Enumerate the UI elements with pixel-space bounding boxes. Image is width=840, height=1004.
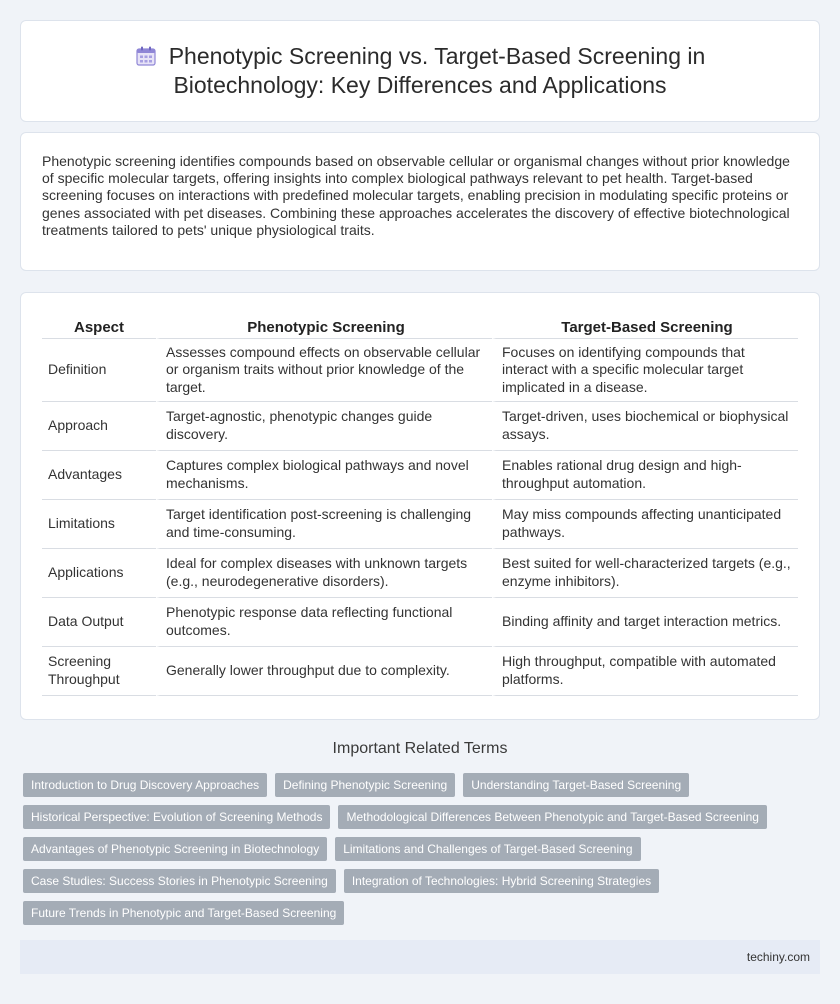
table-row — [42, 598, 798, 647]
related-term-tag[interactable]: Limitations and Challenges of Target-Based Screening — [335, 837, 640, 861]
row-aspect: Data Output — [42, 598, 156, 647]
table-row — [42, 402, 798, 451]
footer — [20, 940, 820, 974]
row-target-based: Focuses on identifying compounds that interact with a specific molecular target implicated in a disease. — [492, 339, 798, 402]
row-target-based: Best suited for well-characterized targets (e.g., enzyme inhibitors). — [492, 549, 798, 598]
row-target-based: High throughput, compatible with automated platforms. — [492, 647, 798, 696]
row-phenotypic: Generally lower throughput due to complexity. — [156, 647, 492, 696]
row-phenotypic: Target identification post-screening is challenging and time-consuming. — [156, 500, 492, 549]
calendar-icon — [135, 45, 157, 67]
row-target-based: May miss compounds affecting unanticipated pathways. — [492, 500, 798, 549]
row-target-based: Binding affinity and target interaction metrics. — [492, 598, 798, 647]
row-phenotypic: Ideal for complex diseases with unknown targets (e.g., neurodegenerative disorders). — [156, 549, 492, 598]
table-row — [42, 339, 798, 402]
intro-card — [20, 132, 820, 271]
related-term-tag[interactable]: Understanding Target-Based Screening — [463, 773, 689, 797]
related-term-tag[interactable]: Integration of Technologies: Hybrid Screening Strategies — [344, 869, 659, 893]
table-header-row — [42, 309, 798, 339]
row-aspect: Advantages — [42, 451, 156, 500]
row-aspect: Applications — [42, 549, 156, 598]
row-aspect: Screening Throughput — [42, 647, 156, 696]
row-aspect: Approach — [42, 402, 156, 451]
table-row — [42, 549, 798, 598]
table-row — [42, 647, 798, 696]
page-title — [100, 42, 740, 100]
footer-site-link[interactable]: techiny.com — [746, 950, 810, 964]
related-term-tag[interactable]: Case Studies: Success Stories in Phenotypic Screening — [23, 869, 336, 893]
row-aspect: Limitations — [42, 500, 156, 549]
table-row — [42, 451, 798, 500]
title-card — [20, 20, 820, 122]
column-header-phenotypic: Phenotypic Screening — [156, 309, 492, 339]
related-term-tag[interactable]: Defining Phenotypic Screening — [275, 773, 455, 797]
related-terms-list — [23, 773, 803, 933]
related-term-tag[interactable]: Future Trends in Phenotypic and Target-Based Screening — [23, 901, 344, 925]
related-term-tag[interactable]: Methodological Differences Between Phenotypic and Target-Based Screening — [338, 805, 766, 829]
related-term-tag[interactable]: Advantages of Phenotypic Screening in Biotechnology — [23, 837, 327, 861]
comparison-table-card — [20, 292, 820, 720]
row-phenotypic: Phenotypic response data reflecting functional outcomes. — [156, 598, 492, 647]
related-terms-heading: Important Related Terms — [332, 740, 508, 757]
table-row — [42, 500, 798, 549]
row-target-based: Target-driven, uses biochemical or biophysical assays. — [492, 402, 798, 451]
row-phenotypic: Target-agnostic, phenotypic changes guide discovery. — [156, 402, 492, 451]
comparison-table — [42, 309, 798, 696]
related-term-tag[interactable]: Introduction to Drug Discovery Approaches — [23, 773, 267, 797]
page-title-text: Phenotypic Screening vs. Target-Based Screening in Biotechnology: Key Differences and Applications — [168, 43, 706, 98]
row-phenotypic: Captures complex biological pathways and novel mechanisms. — [156, 451, 492, 500]
intro-paragraph: Phenotypic screening identifies compounds based on observable cellular or organismal changes without prior knowledge of specific molecular targets, offering insights into complex biological pathways relevant to pet health. Target-based screening focuses on interactions with predefined molecular targets, enabling precision in modulating specific proteins or genes associated with pet diseases. Combining these approaches accelerates the discovery of effective biotechnological treatments tailored to pets' unique physiological traits. — [42, 153, 790, 238]
row-aspect: Definition — [42, 339, 156, 402]
column-header-target-based: Target-Based Screening — [492, 309, 798, 339]
related-term-tag[interactable]: Historical Perspective: Evolution of Screening Methods — [23, 805, 330, 829]
row-target-based: Enables rational drug design and high-throughput automation. — [492, 451, 798, 500]
column-header-aspect: Aspect — [42, 309, 156, 339]
row-phenotypic: Assesses compound effects on observable cellular or organism traits without prior knowledge of the target. — [156, 339, 492, 402]
